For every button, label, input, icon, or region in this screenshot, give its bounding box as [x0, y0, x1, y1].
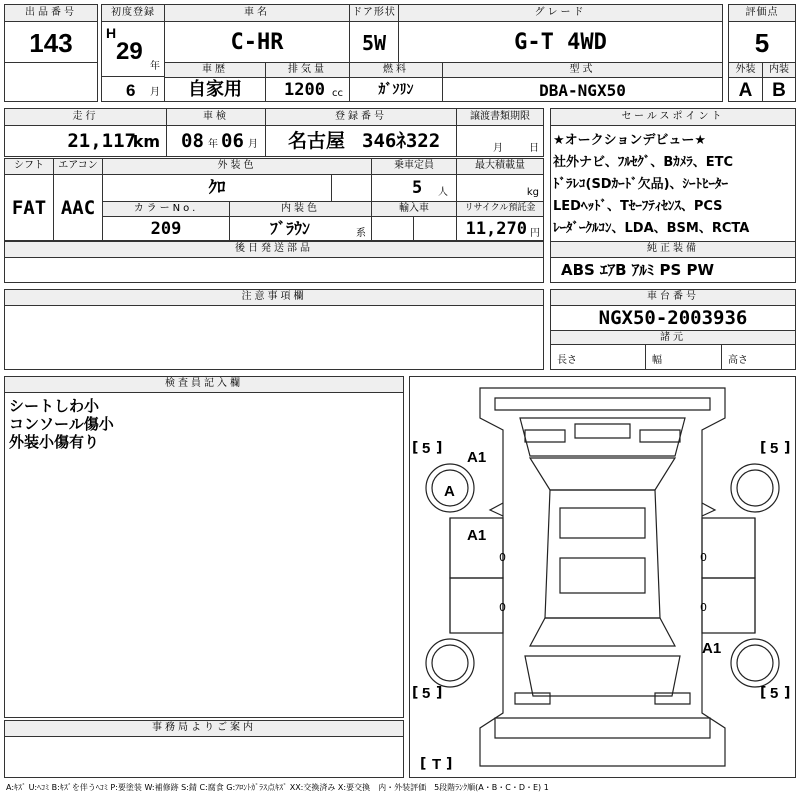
right-rear-door	[702, 578, 755, 633]
int-color-label: 内装色	[281, 203, 320, 214]
score-cell	[728, 21, 796, 63]
ext-color-cell	[102, 174, 332, 202]
height-label: 高さ	[728, 355, 748, 366]
car-name-cell	[164, 21, 350, 63]
shift-cell	[4, 174, 54, 241]
door-label: ドア形状	[352, 7, 396, 18]
recycle-label: リサイクル預託金	[464, 203, 536, 213]
inspection-label-cell	[166, 108, 266, 126]
sales-point-line: LEDﾍｯﾄﾞ、Tｾｰﾌﾃｨｾﾝｽ、PCS	[553, 199, 723, 214]
history-label: 車歴	[202, 64, 228, 75]
grille	[575, 424, 630, 438]
damage-mark: A	[444, 483, 455, 500]
first-reg-month-cell	[101, 76, 165, 102]
shift-label-cell	[4, 158, 54, 175]
wheel-front-right	[731, 464, 779, 512]
tire-bracket-open-rl: [	[412, 685, 419, 701]
model-value: DBA-NGX50	[539, 81, 626, 100]
reg-month: 6	[126, 81, 136, 100]
inspection-cell	[166, 125, 266, 157]
color-no-cell	[102, 216, 230, 241]
exterior-label: 外装	[735, 64, 756, 75]
vehicle-diagram	[410, 378, 795, 778]
mileage-unit: km	[132, 132, 160, 151]
lot-cell	[4, 21, 98, 63]
ac-cell	[53, 174, 103, 241]
month-unit: 月	[150, 87, 160, 98]
fuel-label: 燃料	[383, 64, 409, 75]
office-label: 事務局よりご案内	[152, 722, 256, 733]
import-cell-2	[413, 216, 457, 241]
interior-label-cell	[762, 62, 796, 78]
inspection-month: 06	[221, 130, 244, 152]
recycle-value: 11,270	[465, 219, 527, 239]
right-front-door	[702, 518, 755, 578]
load-unit: kg	[526, 187, 539, 198]
wheel-rear-left	[426, 639, 474, 687]
tire-bracket-open-fl: [	[412, 440, 419, 456]
score-value: 5	[754, 28, 770, 58]
reg-cell	[265, 125, 457, 157]
equipment-label: 純正装備	[647, 243, 699, 254]
exterior-cell	[728, 77, 763, 102]
grade-value: G-T 4WD	[514, 30, 607, 55]
inspector-note: コンソール傷小	[9, 415, 114, 433]
tire-grade-rear-right: 5	[770, 685, 779, 702]
spec-label: 諸元	[660, 332, 686, 343]
office-cell	[4, 736, 404, 778]
grade-label: グレード	[534, 7, 587, 18]
model-label: 型式	[569, 64, 596, 75]
wheel-rear-right	[731, 639, 779, 687]
shift-value: FAT	[11, 197, 47, 219]
notes-label: 注意事項欄	[241, 291, 307, 302]
int-color-cell	[229, 216, 372, 241]
inspector-note: 外装小傷有り	[9, 433, 100, 451]
zero-mark: 0	[700, 601, 707, 614]
equipment-label-cell	[550, 241, 796, 258]
width-label: 幅	[652, 355, 662, 366]
tire-bracket-close-rl: ]	[436, 685, 443, 701]
sales-points-label-cell	[550, 108, 796, 126]
windshield-bracket-close: ]	[446, 756, 453, 772]
displacement-cell	[265, 77, 350, 102]
body-outline	[480, 388, 725, 766]
chassis-label-cell	[550, 289, 796, 306]
capacity-unit: 人	[438, 187, 448, 198]
sales-points-list	[553, 130, 749, 240]
transfer-month-unit: 月	[493, 143, 503, 154]
ac-value: AAC	[60, 197, 96, 219]
mileage-label: 走行	[72, 111, 99, 122]
front-bumper	[495, 398, 710, 410]
int-color-value: ﾌﾞﾗｳﾝ	[270, 219, 311, 238]
lot-blank-cell	[4, 62, 98, 102]
exterior-label-cell	[728, 62, 763, 78]
first-reg-label: 初度登録	[111, 7, 155, 18]
color-no-label: カラーNo.	[133, 203, 199, 214]
reg-number: 346ﾈ322	[362, 130, 441, 152]
inspector-label-cell	[4, 376, 404, 393]
capacity-cell	[371, 174, 457, 202]
capacity-label-cell	[371, 158, 457, 175]
tire-bracket-open-fr: [	[760, 440, 767, 456]
ac-label-cell	[53, 158, 103, 175]
mileage-cell	[4, 125, 167, 157]
door-label-cell	[349, 4, 399, 22]
first-reg-label-cell	[101, 4, 165, 22]
inspection-year: 08	[181, 130, 204, 152]
later-parts-label-cell	[4, 241, 544, 258]
history-label-cell	[164, 62, 266, 78]
color-no-value: 209	[150, 219, 182, 239]
roof	[545, 490, 660, 618]
fuel-cell	[349, 77, 443, 102]
capacity-label: 乗車定員	[394, 160, 434, 171]
inspector-notes	[9, 397, 114, 451]
mileage-value: 21,117	[67, 130, 136, 152]
seat-row-front	[560, 508, 645, 538]
reg-label: 登録番号	[335, 111, 387, 122]
notes-cell	[4, 305, 544, 370]
door-cell	[349, 21, 399, 63]
inspector-note: シートしわ小	[9, 397, 100, 415]
headlight-left	[525, 430, 565, 442]
reg-label-cell	[265, 108, 457, 126]
office-label-cell	[4, 720, 404, 737]
chassis-cell	[550, 305, 796, 331]
history-value: 自家用	[188, 79, 242, 100]
interior-cell	[762, 77, 796, 102]
length-label: 長さ	[557, 355, 577, 366]
model-cell	[442, 77, 723, 102]
grade-cell	[398, 21, 723, 63]
damage-legend: A:ｷｽﾞ U:ﾍｺﾐ B:ｷｽﾞを伴うﾍｺﾐ P:要塗装 W:補修跡 S:錆 C:腐食 G:ﾌﾛﾝﾄｶﾞﾗｽ点ｷｽﾞ XX:交換済み X:要交換 内・外装評価 5段階ﾗﾝｸ順(A・B・C・D・E) 1	[6, 783, 549, 792]
score-label: 評価点	[745, 7, 779, 18]
import-label: 輸入車	[399, 203, 429, 214]
tire-grade-rear-left: 5	[422, 685, 431, 702]
sales-points-cell	[550, 125, 796, 242]
damage-mark: A1	[702, 640, 722, 657]
notes-label-cell	[4, 289, 544, 306]
lot-number: 143	[29, 28, 73, 58]
era-mark: H	[106, 25, 117, 41]
rear-bumper	[495, 718, 710, 738]
chassis-label: 車台番号	[647, 291, 699, 302]
zero-mark: 0	[499, 551, 506, 564]
shift-label: シフト	[14, 160, 44, 171]
history-cell	[164, 77, 266, 102]
ext-color-label-cell	[102, 158, 372, 175]
door-value: 5W	[361, 31, 387, 55]
reg-year: 29	[116, 38, 143, 65]
ext-color-label: 外装色	[217, 160, 257, 171]
tire-bracket-open-rr: [	[760, 685, 767, 701]
rear-window	[530, 618, 675, 646]
spec-label-cell	[550, 330, 796, 345]
car-name: C-HR	[230, 30, 284, 55]
car-name-label-cell	[164, 4, 350, 22]
left-rear-door	[450, 578, 503, 633]
score-label-cell	[728, 4, 796, 22]
damage-mark: A1	[467, 449, 487, 466]
int-color-label-cell	[229, 201, 372, 217]
transfer-label-cell	[456, 108, 544, 126]
chassis-number: NGX50-2003936	[598, 307, 748, 329]
displacement-unit: cc	[332, 88, 343, 99]
import-cell-1	[371, 216, 414, 241]
reg-city: 名古屋	[288, 130, 346, 152]
load-cell	[456, 174, 544, 202]
sales-point-line: ★オークションデビュー★	[553, 133, 707, 148]
fuel-label-cell	[349, 62, 443, 78]
sales-point-line: ﾄﾞﾗﾚｺ(SDｶｰﾄﾞ欠品)、ｼｰﾄﾋｰﾀｰ	[553, 177, 729, 192]
later-parts-cell	[4, 257, 544, 283]
equipment-cell	[550, 257, 796, 283]
seat-row-rear	[560, 558, 645, 593]
transfer-label: 譲渡書類期限	[470, 111, 530, 122]
equipment-value: ABS ｴｱB ｱﾙﾐ PS PW	[561, 261, 715, 279]
inspector-cell	[4, 392, 404, 718]
inspection-year-unit: 年	[208, 139, 218, 150]
displacement-label-cell	[265, 62, 350, 78]
tire-bracket-close-fl: ]	[436, 440, 443, 456]
ext-color-value: ｸﾛ	[208, 178, 226, 198]
mirror-right	[702, 503, 715, 516]
lot-label-cell	[4, 4, 98, 22]
model-label-cell	[442, 62, 723, 78]
capacity-value: 5	[412, 178, 423, 198]
tire-bracket-close-rr: ]	[784, 685, 791, 701]
mirror-left	[490, 503, 503, 516]
headlight-right	[640, 430, 680, 442]
lot-label: 出品番号	[25, 7, 77, 18]
mileage-label-cell	[4, 108, 167, 126]
import-label-cell	[371, 201, 457, 217]
tire-grade-front-left: 5	[422, 440, 431, 457]
displacement-value: 1200	[284, 80, 325, 100]
length-cell	[550, 344, 646, 370]
displacement-label: 排気量	[288, 64, 327, 75]
height-cell	[721, 344, 796, 370]
tire-grade-front-right: 5	[770, 440, 779, 457]
exterior-grade: A	[738, 80, 753, 101]
grade-label-cell	[398, 4, 723, 22]
recycle-unit: 円	[530, 228, 540, 239]
transfer-day-unit: 日	[529, 143, 539, 154]
windshield-bracket-open: [	[420, 756, 427, 772]
damage-mark: A1	[467, 527, 487, 544]
int-color-unit: 系	[356, 228, 366, 239]
sales-point-line: 社外ナビ、ﾌﾙｾｸﾞ、Bｶﾒﾗ、ETC	[553, 155, 734, 170]
color-no-label-cell	[102, 201, 230, 217]
sales-point-line: ﾚｰﾀﾞｰｸﾙｺﾝ、LDA、BSM、RCTA	[553, 221, 750, 236]
sales-points-label: セールスポイント	[621, 111, 725, 122]
later-parts-label: 後日発送部品	[235, 243, 313, 254]
windshield	[530, 458, 675, 490]
zero-mark: 0	[499, 601, 506, 614]
width-cell	[645, 344, 722, 370]
trunk	[525, 656, 680, 696]
tire-bracket-close-fr: ]	[784, 440, 791, 456]
inspector-label: 検査員記入欄	[165, 378, 243, 389]
first-reg-year-cell	[101, 21, 165, 77]
ac-label: エアコン	[58, 160, 98, 171]
windshield-grade: T	[432, 756, 442, 773]
transfer-cell	[456, 125, 544, 157]
interior-grade: B	[772, 80, 786, 101]
recycle-cell	[456, 216, 544, 241]
interior-label: 内装	[769, 64, 789, 75]
recycle-label-cell	[456, 201, 544, 217]
zero-mark: 0	[700, 551, 707, 564]
inspection-month-unit: 月	[248, 139, 258, 150]
inspection-label: 車検	[203, 111, 229, 122]
car-name-label: 車名	[244, 7, 270, 18]
load-label-cell	[456, 158, 544, 175]
load-label: 最大積載量	[475, 160, 525, 171]
year-unit: 年	[150, 61, 160, 72]
fuel-value: ｶﾞｿﾘﾝ	[378, 82, 414, 98]
ext-color-extra-cell	[331, 174, 372, 202]
